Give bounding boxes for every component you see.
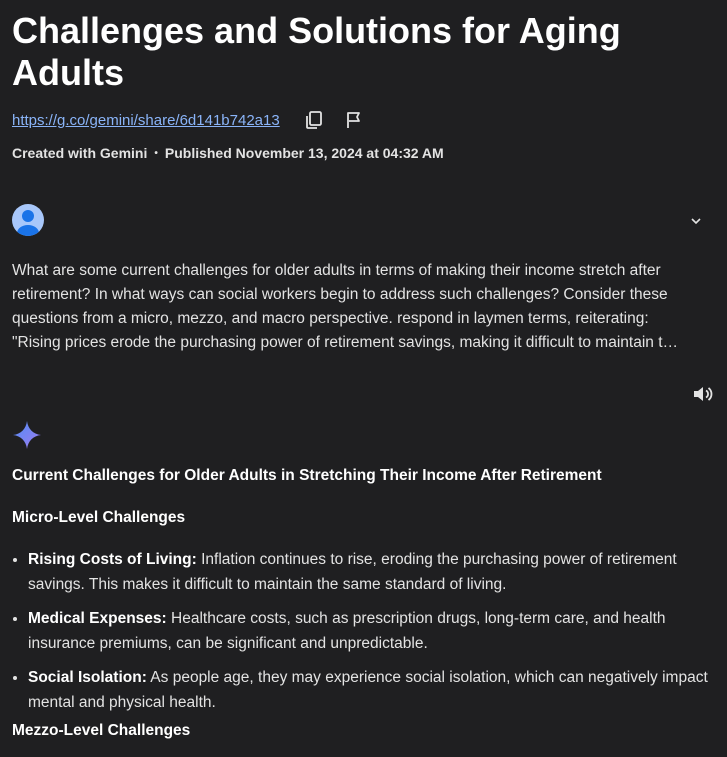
response-heading: Current Challenges for Older Adults in Stretching Their Income After Retirement: [12, 467, 602, 484]
item-text: As people age, they may experience social isolation, which can negatively impact mental and physical health.: [28, 669, 708, 711]
gemini-sparkle-icon: [12, 420, 42, 450]
mezzo-heading: Mezzo-Level Challenges: [12, 722, 191, 739]
created-with-label: Created with Gemini: [12, 145, 148, 161]
user-avatar-icon: [12, 204, 44, 236]
prompt-line: retirement? In what ways can social workers begin to address such challenges? Consider these: [12, 286, 668, 303]
item-title: Rising Costs of Living:: [28, 551, 197, 568]
list-item: [28, 606, 720, 656]
copy-icon[interactable]: [302, 108, 326, 132]
page-title: Challenges and Solutions for Aging Adults: [12, 10, 621, 93]
micro-heading: Micro-Level Challenges: [12, 509, 186, 526]
item-text: Healthcare costs, such as prescription drugs, long-term care, and health insurance premiums, can be significant and unpredictable.: [28, 610, 666, 652]
prompt-line: questions from a micro, mezzo, and macro perspective. respond in laymen terms, reiterating:: [12, 310, 649, 327]
chevron-down-icon[interactable]: [687, 212, 705, 230]
flag-icon[interactable]: [342, 108, 366, 132]
list-item: [28, 665, 720, 715]
share-link[interactable]: https://g.co/gemini/share/6d141b742a13: [12, 111, 280, 129]
prompt-line: What are some current challenges for older adults in terms of making their income stretch after: [12, 262, 661, 279]
item-text: Inflation continues to rise, eroding the purchasing power of retirement savings. This makes it difficult to maintain the same standard of living.: [28, 551, 677, 593]
user-prompt: [12, 259, 717, 355]
share-meta: [12, 145, 444, 161]
speaker-icon[interactable]: [691, 383, 713, 405]
item-title: Medical Expenses:: [28, 610, 167, 627]
item-title: Social Isolation:: [28, 669, 147, 686]
model-response: [12, 463, 720, 743]
list-item: [28, 547, 720, 597]
challenge-list: [12, 547, 720, 715]
meta-separator: •: [154, 147, 158, 159]
published-date: Published November 13, 2024 at 04:32 AM: [164, 145, 444, 161]
share-link-row: [12, 108, 366, 132]
prompt-line: "Rising prices erode the purchasing power of retirement savings, making it difficult to maintain t…: [12, 334, 679, 351]
